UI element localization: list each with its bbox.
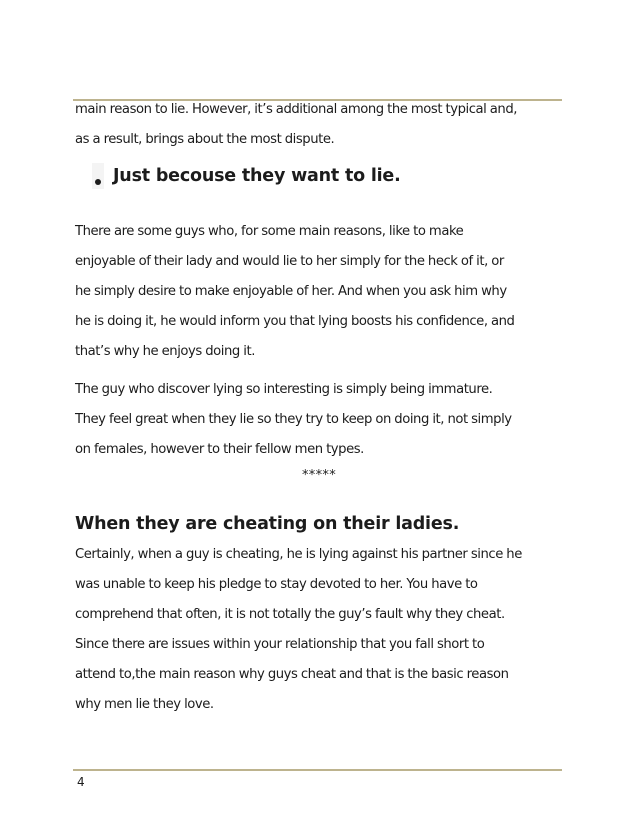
intro-paragraph bbox=[75, 95, 565, 155]
paragraph-2 bbox=[75, 375, 565, 465]
text-line: comprehend that often, it is not totally the guy’s fault why they cheat. bbox=[75, 607, 505, 622]
text-line: that’s why he enjoys doing it. bbox=[75, 344, 255, 359]
text-line: The guy who discover lying so interesting is simply being immature. bbox=[75, 382, 493, 397]
text-line: main reason to lie. However, it’s additional among the most typical and, bbox=[75, 102, 517, 117]
text-line: There are some guys who, for some main reasons, like to make bbox=[75, 224, 464, 239]
text-line: why men lie they love. bbox=[75, 697, 214, 712]
text-line: he is doing it, he would inform you that lying boosts his confidence, and bbox=[75, 314, 515, 329]
section-heading: When they are cheating on their ladies. bbox=[75, 514, 460, 534]
page-number: 4 bbox=[77, 775, 85, 789]
text-line: on females, however to their fellow men types. bbox=[75, 442, 364, 457]
bullet-marker bbox=[92, 163, 104, 189]
footer-rule bbox=[73, 769, 562, 771]
section-separator: ***** bbox=[302, 468, 336, 483]
text-line: They feel great when they lie so they try to keep on doing it, not simply bbox=[75, 412, 512, 427]
text-line: Since there are issues within your relationship that you fall short to bbox=[75, 637, 485, 652]
text-line: was unable to keep his pledge to stay devoted to her. You have to bbox=[75, 577, 478, 592]
text-line: attend to,the main reason why guys cheat and that is the basic reason bbox=[75, 667, 509, 682]
text-line: Certainly, when a guy is cheating, he is lying against his partner since he bbox=[75, 547, 522, 562]
text-line: he simply desire to make enjoyable of her. And when you ask him why bbox=[75, 284, 507, 299]
bullet-heading: Just becouse they want to lie. bbox=[113, 166, 401, 186]
bullet-dot-icon bbox=[95, 179, 101, 185]
text-line: enjoyable of their lady and would lie to her simply for the heck of it, or bbox=[75, 254, 504, 269]
paragraph-3 bbox=[75, 540, 565, 720]
paragraph-1 bbox=[75, 217, 565, 367]
text-line: as a result, brings about the most dispute. bbox=[75, 132, 335, 147]
